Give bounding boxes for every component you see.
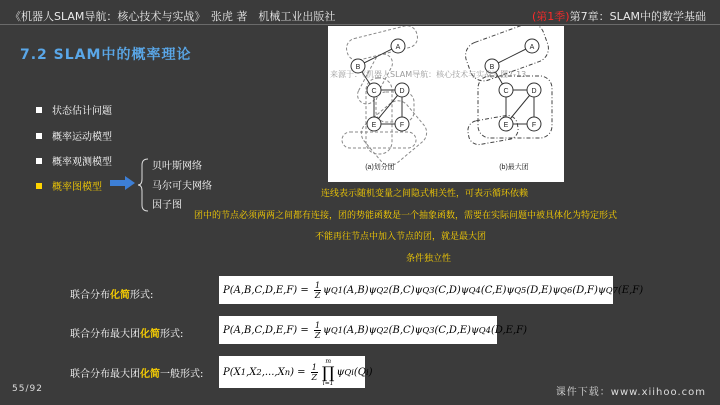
bullet-square-icon [36,133,42,139]
topic-item-active[interactable]: 概率图模型 [36,178,102,193]
node-label: F [399,122,405,129]
node-label: B [489,64,495,71]
formula-joint-simplified: P(A,B,C,D,E,F) = $\frac{1}{Z}$ ψ Q1 (A,B)ψ Q2 (B,C)ψ Q3 (C,D)ψ Q4 (C,E)ψ Q5 (D,E)ψ Q6 (D,F)ψ Q7 (E,F) [219,276,613,304]
formula-max-clique-simplified: P(A,B,C,D,E,F) = $\frac{1}{Z}$ ψ Q1 (A,B)ψ Q2 (B,C)ψ Q3 (C,D,E)ψ Q4 (D,E,F) [219,316,497,344]
node-label: D [531,88,537,95]
figure-watermark: 来源于：《机器人SLAM导航：核心技术与实战》图7-13 [330,70,527,79]
clique-figure [328,26,564,182]
figure-caption-right: (b)最大团 [499,164,529,171]
sub-item-factor-graph[interactable]: 因子图 [152,200,182,211]
graph-partition [342,26,432,170]
node-label: C [503,88,509,95]
node-label: C [371,88,377,95]
bullet-square-icon [36,158,42,164]
figure-caption-left: (a)划分团 [365,164,395,171]
bullet-square-icon [36,183,42,189]
formula-label-1: 联合分布化简形式: [70,290,154,301]
graph-max-clique [462,26,553,146]
header-divider [0,24,720,25]
topic-item[interactable]: 概率运动模型 [36,128,112,143]
formula-max-clique-general: P(X 1 ,X 2 ,...,X n ) = $\frac{1}{Z}$ m ∏ i=1 ψ Qi (Q i ) [219,356,365,388]
section-title: 7.2 SLAM中的概率理论 [20,47,192,63]
arrow-right-icon [110,176,136,190]
sub-item-bayesian-network[interactable]: 贝叶斯网络 [152,161,202,172]
node-label: F [531,122,537,129]
node-label: E [503,122,509,129]
chapter-label: 第7章：SLAM中的数学基础 [569,10,706,23]
page-number: 55/92 [12,384,43,394]
formula-label-3: 联合分布最大团化简一般形式: [70,369,204,380]
node-label: E [371,122,377,129]
chapter-title [532,8,706,24]
node-label: D [399,88,405,95]
sub-item-markov-network[interactable]: 马尔可夫网络 [152,181,212,192]
book-title: 《机器人SLAM导航：核心技术与实战》 张虎 著 机械工业出版社 [10,10,336,23]
download-link[interactable]: 课件下载：www.xiihoo.com [555,387,706,398]
season-label: (第1季) [532,10,570,23]
brace-icon [137,158,149,212]
bullet-square-icon [36,107,42,113]
note-max-clique: 不能再往节点中加入节点的团，就是最大团 [315,232,487,242]
note-clique: 团中的节点必须两两之间都有连接，团的势能函数是一个抽象函数，需要在实际问题中被具体化为特定形式 [194,211,618,221]
formula-label-2: 联合分布最大团化简形式: [70,329,184,340]
node-label: B [355,64,361,71]
node-label: A [395,44,401,51]
note-conditional-independence: 条件独立性 [406,254,452,264]
topic-item[interactable]: 概率观测模型 [36,153,112,168]
note-edges: 连线表示随机变量之间隐式相关性，可表示循环依赖 [321,189,529,199]
topic-item[interactable]: 状态估计问题 [36,102,112,117]
node-label: A [529,44,535,51]
